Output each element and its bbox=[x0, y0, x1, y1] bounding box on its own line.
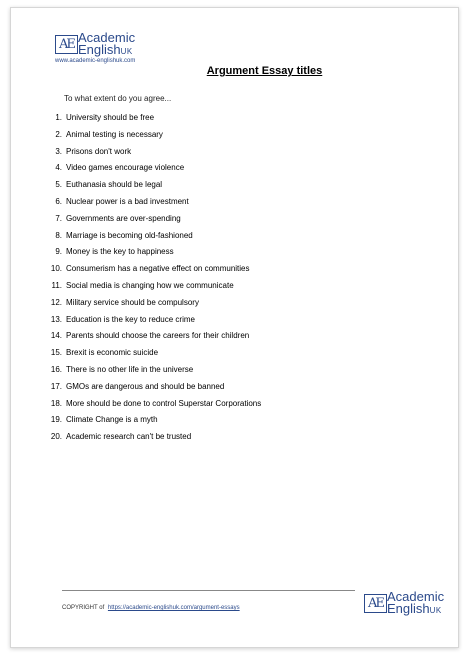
essay-item bbox=[47, 295, 261, 312]
footer-logo bbox=[364, 589, 445, 620]
essay-item-text: Prisons don't work bbox=[66, 146, 132, 156]
logo-word-english-text: English bbox=[78, 42, 121, 57]
footer-logo-word-academic: Academic bbox=[387, 589, 445, 604]
essay-item bbox=[47, 177, 261, 194]
essay-item-text: Social media is changing how we communicate bbox=[66, 280, 234, 290]
essay-item-text: Parents should choose the careers for their children bbox=[66, 331, 250, 341]
essay-item bbox=[47, 110, 261, 127]
essay-item bbox=[47, 278, 261, 295]
essay-item-text: Nuclear power is a bad investment bbox=[66, 196, 189, 206]
essay-item-text: Governments are over-spending bbox=[66, 213, 181, 223]
logo-url: www.academic-englishuk.com bbox=[55, 58, 136, 64]
essay-item bbox=[47, 396, 261, 413]
essay-item-number: 1. bbox=[55, 113, 62, 122]
footer-divider bbox=[62, 590, 355, 591]
essay-item bbox=[47, 160, 261, 177]
essay-item-text: Money is the key to happiness bbox=[66, 247, 174, 257]
essay-item-number: 19. bbox=[50, 415, 62, 425]
essay-item-text: Education is the key to reduce crime bbox=[66, 314, 195, 324]
logo-word-english bbox=[78, 43, 133, 59]
document-title-row bbox=[0, 65, 474, 77]
essay-item bbox=[47, 144, 261, 161]
essay-item bbox=[47, 379, 261, 396]
essay-item bbox=[47, 312, 261, 329]
essay-item-number: 12. bbox=[50, 297, 62, 307]
essay-item-text: Euthanasia should be legal bbox=[66, 180, 163, 190]
essay-item-number: 15. bbox=[50, 348, 62, 358]
footer-logo-word-uk: UK bbox=[429, 606, 442, 615]
essay-item-number: 2. bbox=[55, 129, 62, 139]
essay-item-number: 3. bbox=[55, 146, 62, 156]
document-title: Argument Essay titles bbox=[206, 65, 323, 77]
essay-item-text: Military service should be compulsory bbox=[66, 297, 199, 307]
essay-item-text: Video games encourage violence bbox=[66, 163, 185, 173]
essay-item bbox=[47, 211, 261, 228]
logo-word-uk: UK bbox=[120, 47, 133, 56]
essay-item-number: 5. bbox=[55, 180, 62, 190]
essay-item bbox=[47, 228, 261, 245]
essay-item-text: Marriage is becoming old-fashioned bbox=[66, 230, 193, 240]
footer-copyright bbox=[62, 605, 240, 611]
copyright-link[interactable]: https://academic-englishuk.com/argument-essays bbox=[107, 605, 240, 611]
essay-item-text: Consumerism has a negative effect on communities bbox=[66, 264, 250, 274]
essay-item-text: Brexit is economic suicide bbox=[66, 348, 159, 358]
essay-item-text: GMOs are dangerous and should be banned bbox=[66, 381, 225, 391]
essay-item-number: 14. bbox=[50, 331, 62, 341]
essay-item-number: 4. bbox=[55, 163, 62, 173]
intro-text: To what extent do you agree... bbox=[64, 94, 172, 103]
essay-item-number: 7. bbox=[55, 213, 62, 223]
essay-item bbox=[47, 244, 261, 261]
essay-item bbox=[47, 194, 261, 211]
logo-word-academic: Academic bbox=[78, 30, 136, 45]
footer-logo-word-english-text: English bbox=[387, 601, 430, 616]
essay-title-list bbox=[47, 110, 261, 446]
essay-item-number: 16. bbox=[50, 364, 62, 374]
essay-item bbox=[47, 127, 261, 144]
copyright-label: COPYRIGHT of bbox=[62, 605, 105, 611]
essay-item bbox=[47, 362, 261, 379]
essay-item bbox=[47, 328, 261, 345]
essay-item-number: 17. bbox=[50, 381, 62, 391]
essay-item-text: Academic research can't be trusted bbox=[66, 432, 192, 442]
essay-item-number: 11. bbox=[51, 280, 62, 290]
essay-item-text: Climate Change is a myth bbox=[66, 415, 158, 425]
essay-item-number: 6. bbox=[55, 196, 62, 206]
essay-item-number: 9. bbox=[55, 247, 62, 257]
essay-item bbox=[47, 429, 261, 446]
essay-item-number: 13. bbox=[50, 314, 62, 324]
essay-item-number: 20. bbox=[50, 432, 62, 442]
essay-item bbox=[47, 412, 261, 429]
essay-item-number: 18. bbox=[50, 398, 62, 408]
essay-item-number: 8. bbox=[55, 230, 62, 240]
essay-item bbox=[47, 261, 261, 278]
essay-item-text: Animal testing is necessary bbox=[66, 129, 163, 139]
essay-item-number: 10. bbox=[50, 264, 62, 274]
essay-item bbox=[47, 345, 261, 362]
essay-item-text: There is no other life in the universe bbox=[66, 364, 194, 374]
logo-mark: AE bbox=[55, 35, 78, 54]
essay-item-text: University should be free bbox=[66, 113, 155, 122]
footer-logo-mark: AE bbox=[364, 594, 387, 613]
essay-item-text: More should be done to control Superstar Corporations bbox=[66, 398, 262, 408]
footer-logo-word-english bbox=[387, 602, 442, 618]
